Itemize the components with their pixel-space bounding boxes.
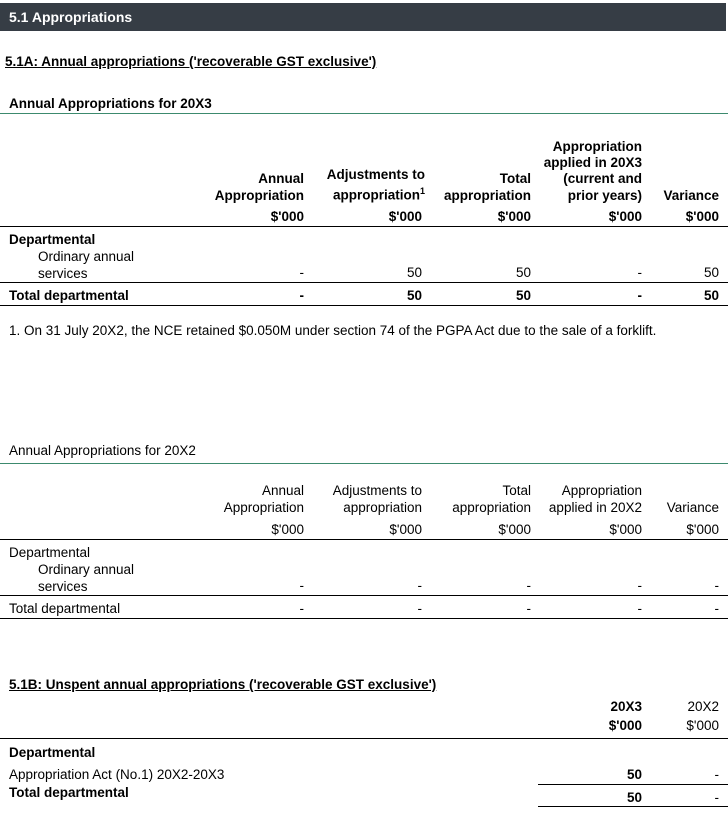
header-annual-appropriation: Annual Appropriation <box>214 171 304 203</box>
value-cell: 50 <box>626 767 642 782</box>
unit-cell: $'000 <box>686 718 719 733</box>
total-label: Total departmental <box>9 785 129 800</box>
header-rule <box>0 539 728 540</box>
value-cell: - <box>714 578 719 593</box>
value-cell: - <box>526 578 531 593</box>
unit-cell: $'000 <box>271 522 304 537</box>
total-cell: - <box>417 601 422 616</box>
header-applied: Appropriation applied in 20X3 (current and prior years) <box>543 138 642 203</box>
group-label: Departmental <box>9 745 96 760</box>
total-rule <box>538 806 728 807</box>
total-rule <box>0 618 728 619</box>
row-label: Appropriation Act (No.1) 20X2-20X3 <box>9 767 225 782</box>
table-20x2-caption: Annual Appropriations for 20X2 <box>9 443 196 458</box>
banner-title: 5.1 Appropriations <box>9 9 133 25</box>
row-rule <box>0 282 728 283</box>
unit-cell: $'000 <box>608 209 642 224</box>
section-a-title: 5.1A: Annual appropriations ('recoverable GST exclusive') <box>5 54 377 69</box>
value-cell: 50 <box>515 265 531 280</box>
row-rule <box>538 784 728 785</box>
header-rule <box>0 738 728 739</box>
total-rule <box>0 305 728 306</box>
row-label <box>9 249 179 282</box>
value-cell: - <box>417 578 422 593</box>
header-adjustments-footnote: 1 <box>419 186 425 197</box>
value-cell: - <box>714 767 719 782</box>
unit-cell: $'000 <box>389 522 422 537</box>
row-label-text: Ordinary annual services <box>38 249 135 281</box>
unit-cell: $'000 <box>498 522 531 537</box>
header-total-appropriation: Total appropriation <box>452 483 531 515</box>
header-adjustments-text: Adjustments to appropriation <box>326 166 425 203</box>
table-20x3-caption: Annual Appropriations for 20X3 <box>9 96 212 111</box>
table-20x3-top-rule <box>0 113 728 114</box>
total-cell: - <box>299 601 304 616</box>
unit-cell: $'000 <box>497 209 531 224</box>
value-cell: - <box>299 578 304 593</box>
unit-cell: $'000 <box>685 209 719 224</box>
unit-cell: $'000 <box>270 209 304 224</box>
total-cell: - <box>637 601 642 616</box>
group-label: Departmental <box>9 232 96 247</box>
table-20x2-top-rule <box>0 463 728 464</box>
total-label: Total departmental <box>9 288 129 303</box>
total-cell: 50 <box>515 288 531 303</box>
total-cell: - <box>637 288 642 303</box>
total-cell: - <box>526 601 531 616</box>
unit-cell: $'000 <box>686 522 719 537</box>
total-cell: 50 <box>626 790 642 805</box>
header-rule <box>0 226 728 227</box>
header-adjustments: Adjustments to appropriation <box>332 483 422 515</box>
unit-cell: $'000 <box>388 209 422 224</box>
unit-cell: $'000 <box>609 522 642 537</box>
total-cell: - <box>714 790 719 805</box>
section-banner <box>0 3 726 31</box>
header-applied: Appropriation applied in 20X2 <box>548 483 642 515</box>
value-cell: 50 <box>703 265 719 280</box>
row-label <box>9 562 179 595</box>
value-cell: - <box>637 578 642 593</box>
total-cell: - <box>714 601 719 616</box>
header-adjustments <box>310 167 425 204</box>
value-cell: 50 <box>406 265 422 280</box>
group-label: Departmental <box>9 545 91 560</box>
column-header-prior: 20X2 <box>687 699 719 714</box>
unit-cell: $'000 <box>608 718 642 733</box>
row-label-text: Ordinary annual services <box>38 562 135 594</box>
section-b-title: 5.1B: Unspent annual appropriations ('recoverable GST exclusive') <box>9 677 437 692</box>
header-annual-appropriation: Annual Appropriation <box>223 483 304 515</box>
header-variance: Variance <box>666 499 719 515</box>
column-header-current: 20X3 <box>610 699 642 714</box>
total-cell: 50 <box>406 288 422 303</box>
value-cell: - <box>637 265 642 280</box>
total-cell: - <box>299 288 304 303</box>
value-cell: - <box>299 265 304 280</box>
header-variance: Variance <box>663 187 719 203</box>
total-label: Total departmental <box>9 601 121 616</box>
footnote: 1. On 31 July 20X2, the NCE retained $0.050M under section 74 of the PGPA Act due to the sale of a forklift. <box>9 323 657 338</box>
row-rule <box>0 595 728 596</box>
header-total-appropriation: Total appropriation <box>444 171 531 203</box>
total-cell: 50 <box>703 288 719 303</box>
